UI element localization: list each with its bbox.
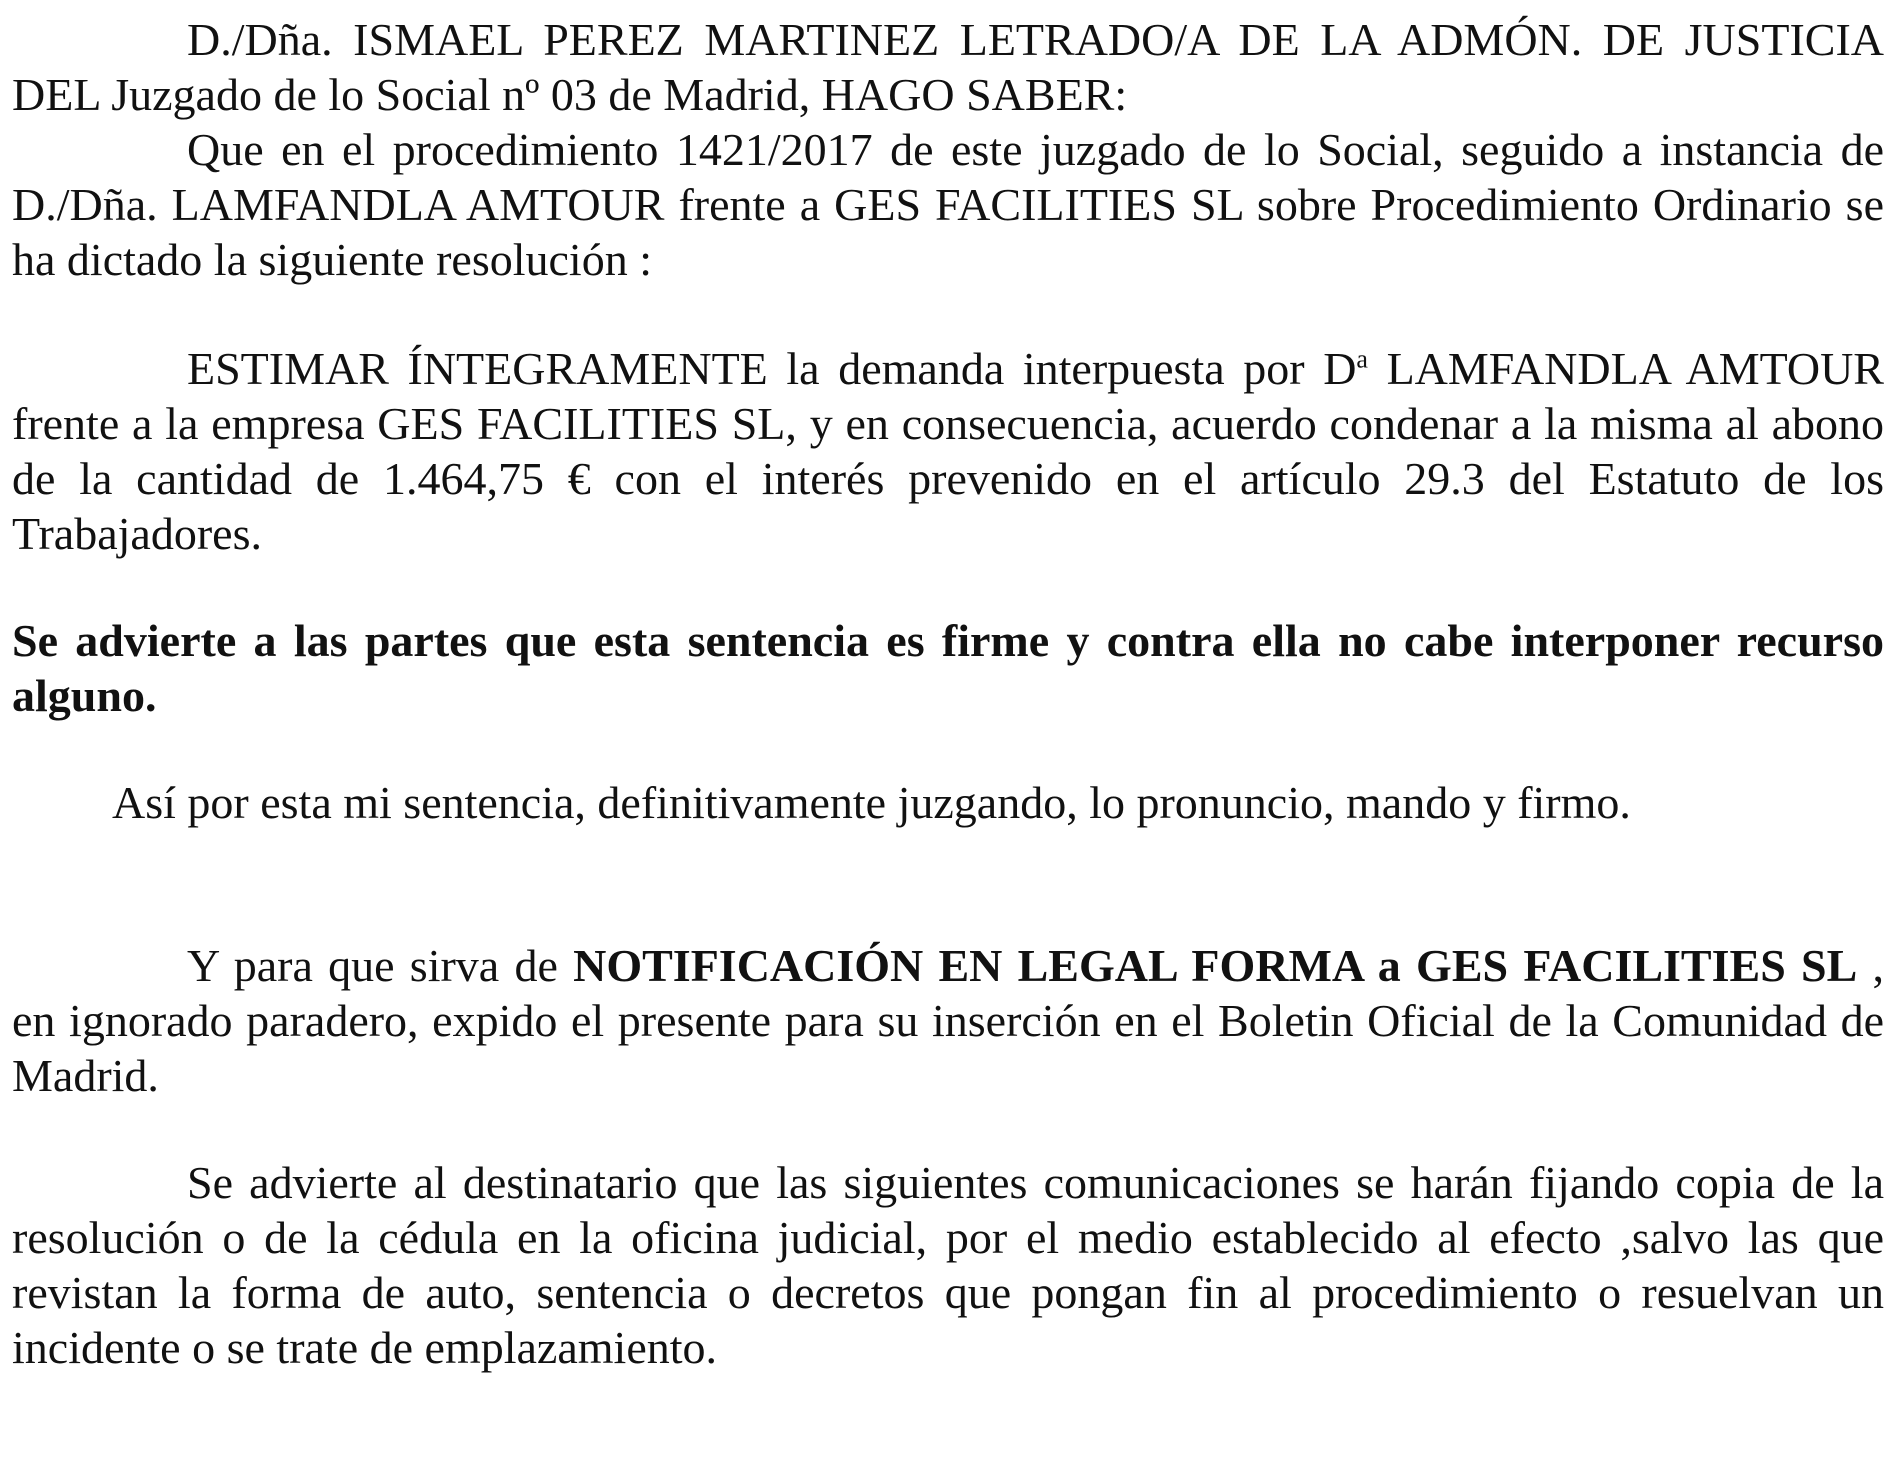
notification-paragraph: [12, 938, 1884, 1103]
notification-rest: , en ignorado paradero, expido el presente para su inserción en el Boletin Oficial de la Comunidad de Madrid.: [12, 940, 1885, 1101]
intro-text: D./Dña. ISMAEL PEREZ MARTINEZ LETRADO/A DE LA ADMÓN. DE JUSTICIA DEL Juzgado de lo Social nº 03 de Madrid, HAGO SABER:: [12, 14, 1884, 120]
ruling-prefix: ESTIMAR ÍNTEGRAMENTE la demanda interpuesta por D: [187, 343, 1357, 394]
notification-lead: Y para que sirva de: [187, 940, 574, 991]
intro-paragraph: [12, 12, 1884, 122]
closing-paragraph: [12, 775, 1884, 830]
warning-paragraph: [12, 613, 1884, 723]
advice-paragraph: [12, 1155, 1884, 1375]
ruling-suffix: LAMFANDLA AMTOUR frente a la empresa GES FACILITIES SL, y en consecuencia, acuerdo condenar a la misma al abono de la cantidad de 1.464,75 € con el interés prevenido en el artículo 29.3 del Estatuto de los Trabajadores.: [12, 343, 1884, 559]
ruling-paragraph: [12, 341, 1884, 561]
closing-text: Así por esta mi sentencia, definitivamente juzgando, lo pronuncio, mando y firmo.: [112, 777, 1631, 828]
warning-text: Se advierte a las partes que esta sentencia es firme y contra ella no cabe interponer recurso alguno.: [12, 615, 1884, 721]
procedure-text: Que en el procedimiento 1421/2017 de este juzgado de lo Social, seguido a instancia de D./Dña. LAMFANDLA AMTOUR frente a GES FACILITIES SL sobre Procedimiento Ordinario se ha dictado la siguiente resolución :: [12, 124, 1884, 285]
procedure-paragraph: [12, 122, 1884, 287]
document-page: [12, 12, 1884, 1375]
advice-text: Se advierte al destinatario que las siguientes comunicaciones se harán fijando copia de la resolución o de la cédula en la oficina judicial, por el medio establecido al efecto ,salvo las que revistan la forma de auto, sentencia o decretos que pongan fin al procedimiento o resuelvan un incidente o se trate de emplazamiento.: [12, 1157, 1884, 1373]
notification-bold: NOTIFICACIÓN EN LEGAL FORMA a GES FACILITIES SL: [573, 940, 1858, 991]
ruling-superscript: a: [1356, 344, 1368, 374]
